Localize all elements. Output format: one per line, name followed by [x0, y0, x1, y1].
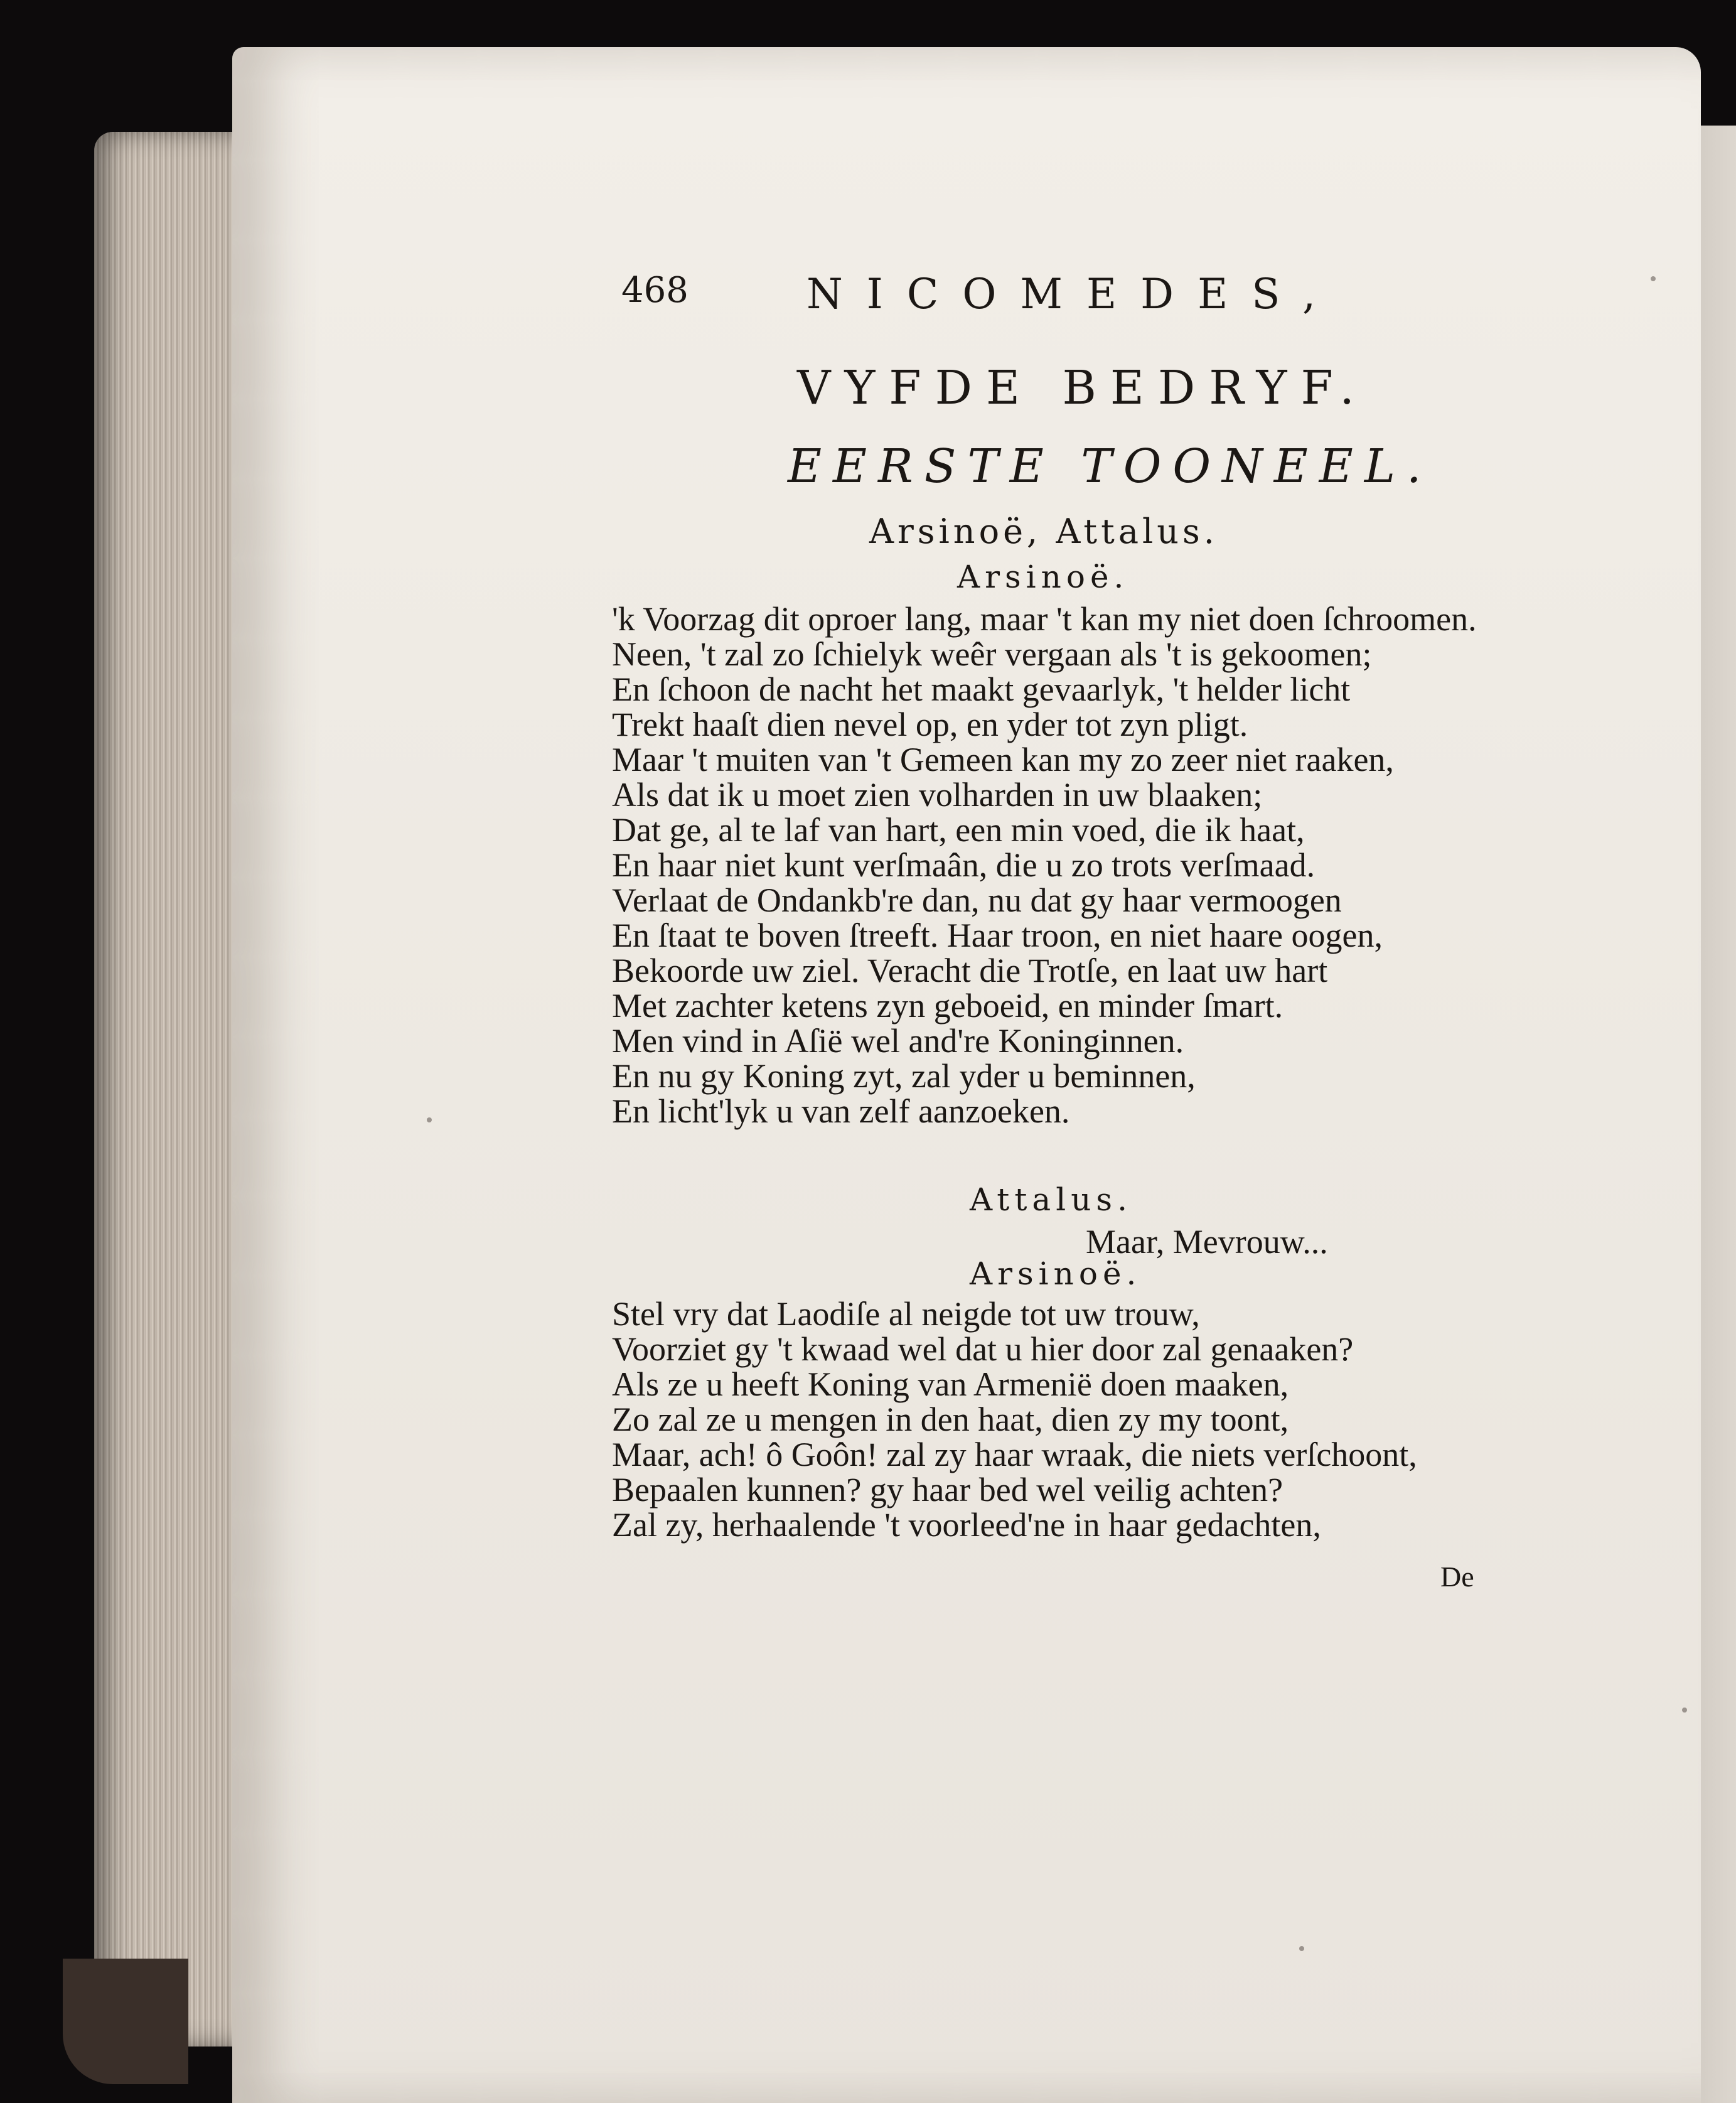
verse-line: Bepaalen kunnen? gy haar bed wel veilig achten? [612, 1471, 1283, 1509]
page-edges [94, 132, 238, 2047]
verse-line: Verlaat de Ondankb're dan, nu dat gy haar vermoogen [612, 881, 1342, 919]
verse-line: Dat ge, al te laf van hart, een min voed, die ik haat, [612, 811, 1305, 849]
paper-speck [427, 1117, 432, 1122]
speaker-label: Arsinoë. [957, 559, 1129, 595]
verse-line: Als ze u heeft Koning van Armenië doen maaken, [612, 1365, 1289, 1403]
verse-line: Maar 't muiten van 't Gemeen kan my zo zeer niet raaken, [612, 741, 1394, 778]
paper-speck [1682, 1708, 1687, 1713]
verse-line: 'k Voorzag dit oproer lang, maar 't kan my niet doen ſchroomen. [612, 600, 1477, 638]
speech-block [1086, 1224, 1400, 1259]
verse-line: Als dat ik u moet zien volharden in uw blaaken; [612, 776, 1263, 814]
book-binding [63, 1959, 188, 2084]
running-title: NICOMEDES, [806, 270, 1340, 318]
speech-block [612, 601, 1541, 1129]
verse-line: Trekt haaſt dien nevel op, en yder tot zyn pligt. [612, 706, 1248, 743]
verse-line: Voorziet gy 't kwaad wel dat u hier door zal genaaken? [612, 1330, 1354, 1368]
verse-line: En haar niet kunt verſmaân, die u zo trots verſmaad. [612, 846, 1315, 884]
verse-line: Maar, Mevrouw... [1086, 1223, 1328, 1261]
scene-heading: EERSTE TOONEEL. [788, 439, 1433, 493]
characters-line: Arsinoë, Attalus. [869, 512, 1218, 551]
verse-line: Stel vry dat Laodiſe al neigde tot uw trouw, [612, 1295, 1200, 1333]
page-number: 468 [621, 270, 689, 311]
verse-line: Men vind in Aſië wel and're Koninginnen. [612, 1022, 1184, 1060]
speaker-label: Arsinoë. [970, 1256, 1142, 1292]
verse-line: En ſtaat te boven ſtreeft. Haar troon, en niet haare oogen, [612, 917, 1383, 954]
paper-speck [1299, 1946, 1304, 1951]
verse-line: En ſchoon de nacht het maakt gevaarlyk, 't helder licht [612, 670, 1351, 708]
verse-line: Zal zy, herhaalende 't voorleed'ne in haar gedachten, [612, 1506, 1321, 1544]
running-head [621, 270, 1387, 333]
catchword: De [1440, 1561, 1474, 1593]
verse-line: Met zachter ketens zyn geboeid, en minder ſmart. [612, 987, 1283, 1025]
verse-line: En licht'lyk u van zelf aanzoeken. [612, 1092, 1070, 1130]
verse-line: Zo zal ze u mengen in den haat, dien zy my toont, [612, 1401, 1289, 1438]
verse-line: Maar, ach! ô Goôn! zal zy haar wraak, die niets verſchoont, [612, 1436, 1417, 1473]
verse-line: Bekoorde uw ziel. Veracht die Trotſe, en laat uw hart [612, 952, 1328, 989]
paper-speck [1651, 276, 1656, 281]
verse-line: En nu gy Koning zyt, zal yder u beminnen, [612, 1057, 1196, 1095]
verse-line: Neen, 't zal zo ſchielyk weêr vergaan als 't is gekoomen; [612, 635, 1372, 673]
speech-block [612, 1296, 1541, 1542]
act-heading: VYFDE BEDRYF. [797, 361, 1368, 415]
speaker-label: Attalus. [970, 1181, 1132, 1218]
